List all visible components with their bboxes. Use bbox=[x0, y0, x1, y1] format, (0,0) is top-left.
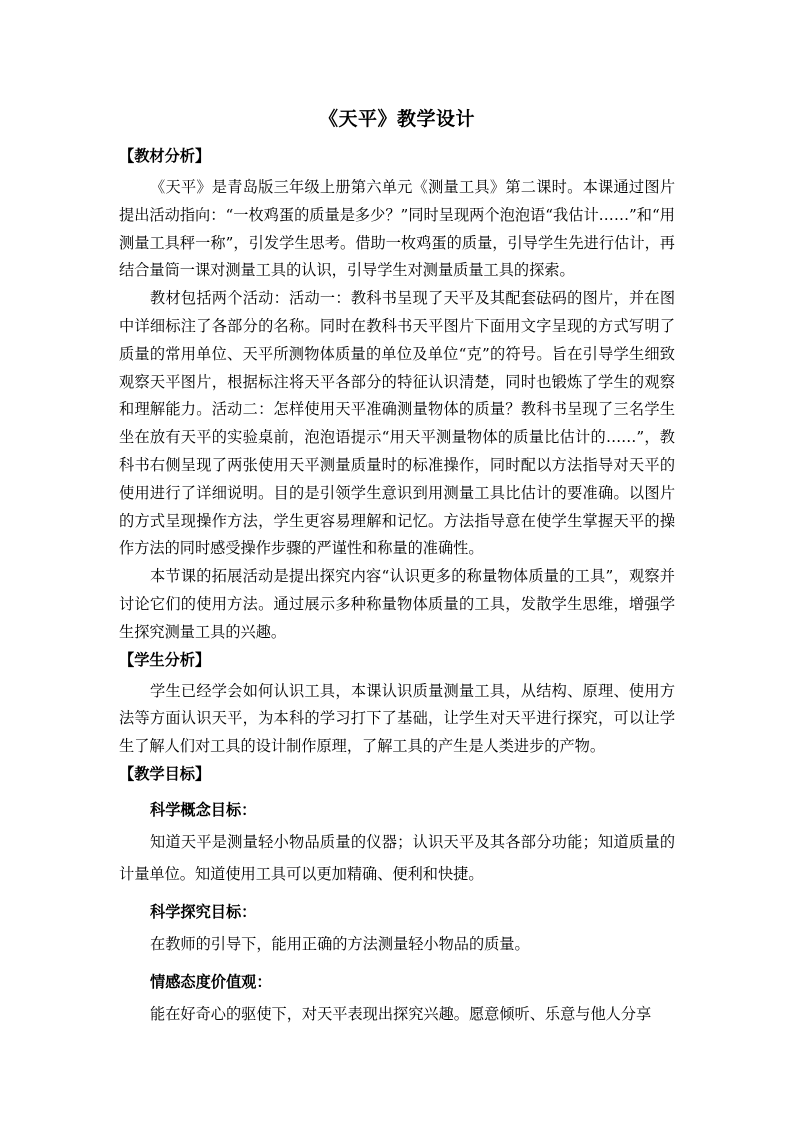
paragraph: 《天平》是青岛版三年级上册第六单元《测量工具》第二课时。本课通过图片提出活动指向：“一枚鸡蛋的质量是多少？”同时呈现两个泡泡语“我估计……”和“用测量工具秤一称”，引发学生思考。借助一枚鸡蛋的质量，引导学生先进行估计，再结合量筒一课对测量工具的认识，引导学生对测量质量工具的探索。 bbox=[119, 178, 675, 280]
paragraph: 学生已经学会如何认识工具，本课认识质量测量工具，从结构、原理、使用方法等方面认识天平，为本科的学习打下了基础，让学生对天平进行探究，可以让学生了解人们对工具的设计制作原理，了解工具的产生是人类进步的产物。 bbox=[119, 681, 675, 756]
goal-text-attitude: 能在好奇心的驱使下，对天平表现出探究兴趣。愿意倾听、乐意与他人分享 bbox=[150, 1004, 652, 1023]
section-heading-goals: 【教学目标】 bbox=[119, 764, 211, 783]
document-title: 《天平》教学设计 bbox=[318, 108, 475, 130]
goal-label-concept: 科学概念目标： bbox=[150, 800, 257, 819]
goal-label-attitude: 情感态度价值观： bbox=[150, 972, 272, 991]
section-heading-student: 【学生分析】 bbox=[119, 650, 211, 669]
section-heading-material: 【教材分析】 bbox=[119, 147, 211, 165]
goal-label-inquiry: 科学探究目标： bbox=[150, 902, 257, 921]
goal-text-concept: 知道天平是测量轻小物品质量的仪器；认识天平及其各部分功能；知道质量的计量单位。知道使用工具可以更加精确、便利和快捷。 bbox=[119, 832, 675, 883]
goal-text-inquiry: 在教师的引导下，能用正确的方法测量轻小物品的质量。 bbox=[150, 934, 530, 953]
document-body bbox=[119, 143, 675, 1030]
paragraph: 本节课的拓展活动是提出探究内容“认识更多的称量物体质量的工具”，观察并讨论它们的使用方法。通过展示多种称量物体质量的工具，发散学生思维，增强学生探究测量工具的兴趣。 bbox=[119, 567, 675, 641]
paragraph: 教材包括两个活动：活动一：教科书呈现了天平及其配套砝码的图片，并在图中详细标注了各部分的名称。同时在教科书天平图片下面用文字呈现的方式写明了质量的常用单位、天平所测物体质量的单位及单位“克”的符号。旨在引导学生细致观察天平图片，根据标注将天平各部分的特征认识清楚，同时也锻炼了学生的观察和理解能力。活动二：怎样使用天平准确测量物体的质量？教科书呈现了三名学生坐在放有天平的实验桌前，泡泡语提示“用天平测量物体的质量比估计的……”，教科书右侧呈现了两张使用天平测量质量时的标准操作，同时配以方法指导对天平的使用进行了详细说明。目的是引领学生意识到用测量工具比估计的要准确。以图片的方式呈现操作方法，学生更容易理解和记忆。方法指导意在使学生掌握天平的操作方法的同时感受操作步骤的严谨性和称量的准确性。 bbox=[119, 289, 675, 558]
